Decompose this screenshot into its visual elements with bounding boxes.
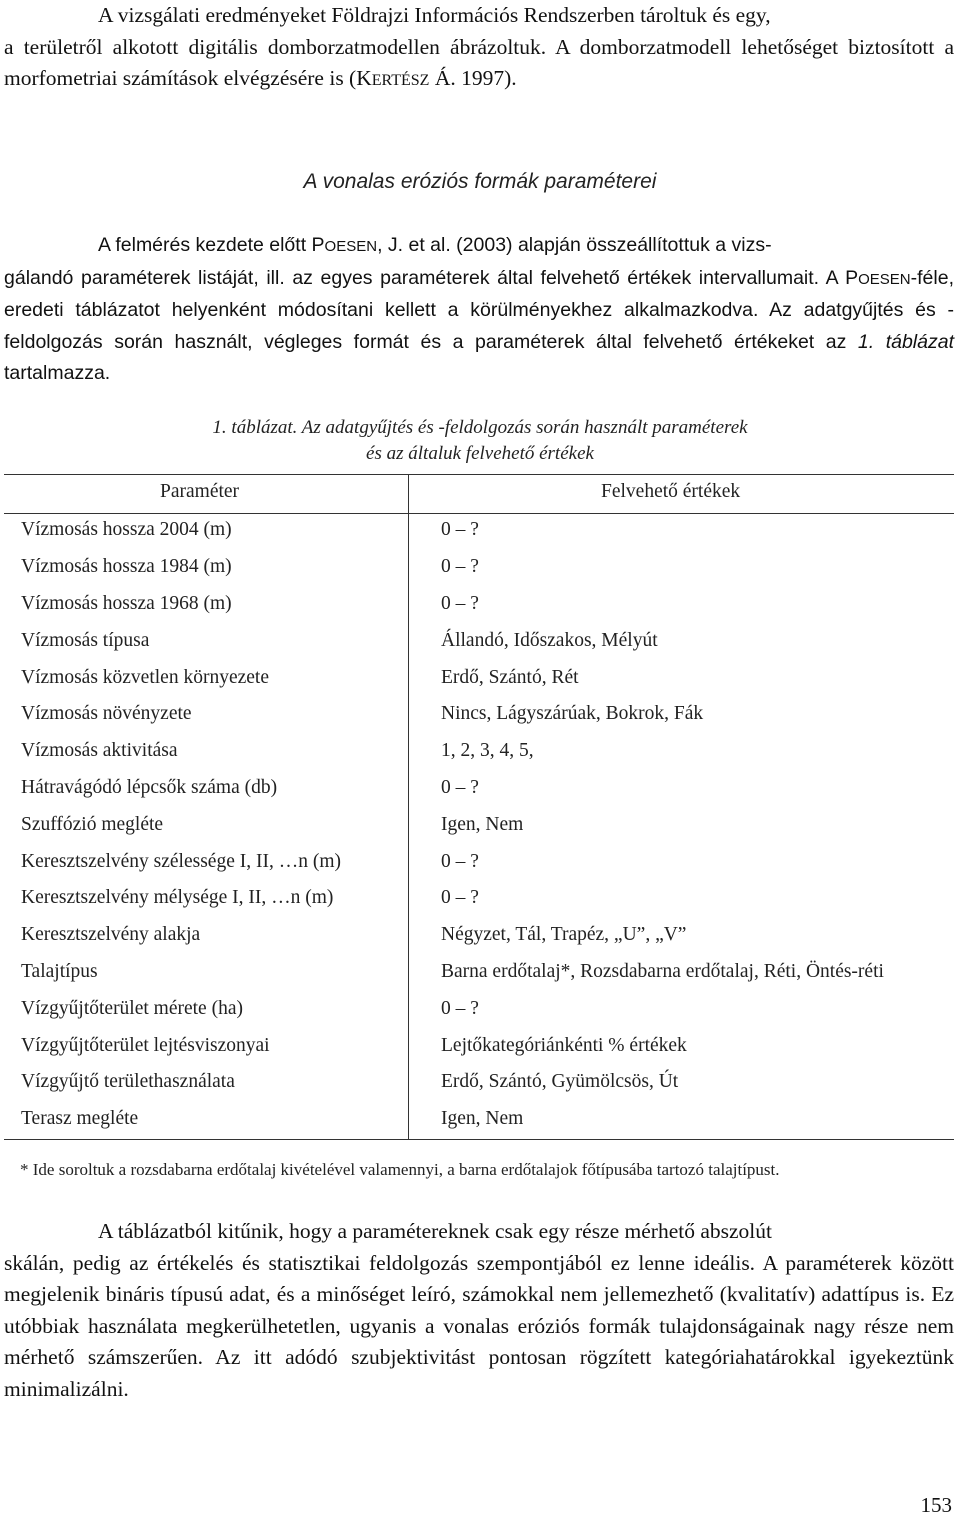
value-cell: Állandó, Időszakos, Mélyút bbox=[441, 629, 658, 651]
param-cell: Terasz megléte bbox=[21, 1108, 139, 1130]
value-cell: Lejtőkategóriánkénti % értékek bbox=[441, 1034, 687, 1056]
param-cell: Vízmosás típusa bbox=[21, 629, 150, 651]
value-cell: 0 – ? bbox=[441, 850, 479, 872]
param-cell: Vízmosás növényzete bbox=[21, 703, 192, 725]
table-row bbox=[4, 1027, 954, 1064]
page-number: 153 bbox=[920, 1493, 952, 1517]
table-reference: 1. táblázat bbox=[857, 330, 954, 353]
value-cell: 0 – ? bbox=[441, 592, 479, 614]
param-cell: Vízmosás hossza 1984 (m) bbox=[21, 556, 232, 578]
method-paragraph bbox=[4, 230, 954, 390]
value-cell: Erdő, Szántó, Gyümölcsös, Út bbox=[441, 1071, 679, 1093]
table-row bbox=[4, 843, 954, 880]
intro-paragraph bbox=[4, 0, 954, 97]
table-caption-line2: és az általuk felvehető értékek bbox=[366, 443, 594, 464]
value-cell: 0 – ? bbox=[441, 997, 479, 1019]
param-cell: Vízgyűjtő területhasználata bbox=[21, 1071, 235, 1093]
table-row bbox=[4, 806, 954, 843]
param-cell: Vízgyűjtőterület mérete (ha) bbox=[21, 997, 243, 1019]
param-cell: Vízmosás hossza 2004 (m) bbox=[21, 519, 232, 541]
param-cell: Talajtípus bbox=[21, 960, 98, 982]
value-cell: 0 – ? bbox=[441, 776, 479, 798]
table-row bbox=[4, 1064, 954, 1101]
table-row bbox=[4, 880, 954, 917]
table-row bbox=[4, 512, 954, 549]
poesen-smallcaps: OESEN bbox=[324, 238, 378, 255]
param-cell: Keresztszelvény alakja bbox=[21, 924, 201, 946]
discussion-paragraph bbox=[4, 1216, 954, 1405]
header-values: Felvehető értékek bbox=[601, 481, 741, 502]
discussion-first-line: A táblázatból kitűnik, hogy a paramétereknek csak egy része mérhető abszolút bbox=[98, 1219, 773, 1243]
param-cell: Hátravágódó lépcsők száma (db) bbox=[21, 776, 278, 798]
value-cell: 0 – ? bbox=[441, 519, 479, 541]
table-footnote: * Ide soroltuk a rozsdabarna erdőtalaj kivételével valamennyi, a barna erdőtalajok főtípusába tartozó talajtípust. bbox=[20, 1160, 780, 1179]
param-cell: Vízmosás aktivitása bbox=[21, 740, 178, 762]
discussion-body: skálán, pedig az értékelés és statisztikai feldolgozás szempontjából ez lenne ideális. A paraméterek között megjelenik bináris típusú adat, és a minőséget leíró, számokkal nem jellemezhető (kvalitatív) adattípus is. Ez utóbbiak használata megkerülhetetlen, ugyanis a vonalas eróziós formák tulajdonságainak nagy része nem mérhető számszerűen. Az itt adódó szubjektivitást pontosan rögzített kategóriahatárokkal igyekeztünk minimalizálni. bbox=[4, 1250, 954, 1401]
poesen-smallcaps-2: OESEN bbox=[858, 270, 911, 288]
table-row bbox=[4, 733, 954, 770]
method-body-2: -féle, eredeti táblázatot helyenként módosítani kellett a körülményekhez alkalmazkodva. Az adatgyűjtés és -feldolgozás során használt, végleges formát és a paraméterek által felvehető értékeket az bbox=[4, 266, 954, 353]
value-cell: Igen, Nem bbox=[441, 1108, 524, 1130]
table-row bbox=[4, 549, 954, 586]
table-row bbox=[4, 622, 954, 659]
table-row bbox=[4, 770, 954, 807]
method-line1a: A felmérés kezdete előtt P bbox=[98, 234, 325, 256]
value-cell: 0 – ? bbox=[441, 887, 479, 909]
table-caption-line1: 1. táblázat. Az adatgyűjtés és -feldolgozás során használt paraméterek bbox=[212, 417, 748, 438]
value-cell: Négyzet, Tál, Trapéz, „U”, „V” bbox=[441, 924, 687, 946]
param-cell: Vízgyűjtőterület lejtésviszonyai bbox=[21, 1034, 270, 1056]
table-row bbox=[4, 659, 954, 696]
value-cell: 1, 2, 3, 4, 5, bbox=[441, 740, 534, 762]
value-cell: 0 – ? bbox=[441, 556, 479, 578]
table-bottom-rule bbox=[4, 1139, 954, 1140]
table-row bbox=[4, 917, 954, 954]
param-cell: Szuffózió megléte bbox=[21, 813, 164, 835]
method-line1b: , J. et al. (2003) alapján összeállítottuk a vizs- bbox=[377, 234, 772, 256]
intro-citation-tail: Á. 1997). bbox=[429, 66, 517, 90]
intro-body: a területről alkotott digitális domborzatmodellen ábrázoltuk. A domborzatmodell lehetőséget biztosított a morfometriai számítások elvégzésére is (K bbox=[4, 34, 954, 90]
table-top-rule bbox=[4, 474, 954, 475]
value-cell: Barna erdőtalaj*, Rozsdabarna erdőtalaj, Réti, Öntés-réti bbox=[441, 960, 884, 982]
header-parameter: Paraméter bbox=[160, 481, 240, 502]
section-heading: A vonalas eróziós formák paraméterei bbox=[303, 170, 657, 193]
author-smallcaps: ERTÉSZ bbox=[371, 72, 430, 89]
value-cell: Igen, Nem bbox=[441, 813, 524, 835]
value-cell: Nincs, Lágyszárúak, Bokrok, Fák bbox=[441, 703, 704, 725]
table-row bbox=[4, 1101, 954, 1138]
intro-first-line: A vizsgálati eredményeket Földrajzi Információs Rendszerben tároltuk és egy, bbox=[98, 3, 771, 27]
method-end: tartalmazza. bbox=[4, 362, 111, 384]
method-body-1: gálandó paraméterek listáját, ill. az egyes paraméterek által felvehető értékek intervallumait. A P bbox=[4, 266, 859, 289]
table-row bbox=[4, 990, 954, 1027]
param-cell: Vízmosás hossza 1968 (m) bbox=[21, 592, 232, 614]
value-cell: Erdő, Szántó, Rét bbox=[441, 666, 579, 688]
param-cell: Vízmosás közvetlen környezete bbox=[21, 666, 269, 688]
table-row bbox=[4, 696, 954, 733]
param-cell: Keresztszelvény szélessége I, II, …n (m) bbox=[21, 850, 341, 872]
parameter-table bbox=[4, 512, 954, 1138]
param-cell: Keresztszelvény mélysége I, II, …n (m) bbox=[21, 887, 334, 909]
table-row bbox=[4, 954, 954, 991]
table-row bbox=[4, 586, 954, 623]
